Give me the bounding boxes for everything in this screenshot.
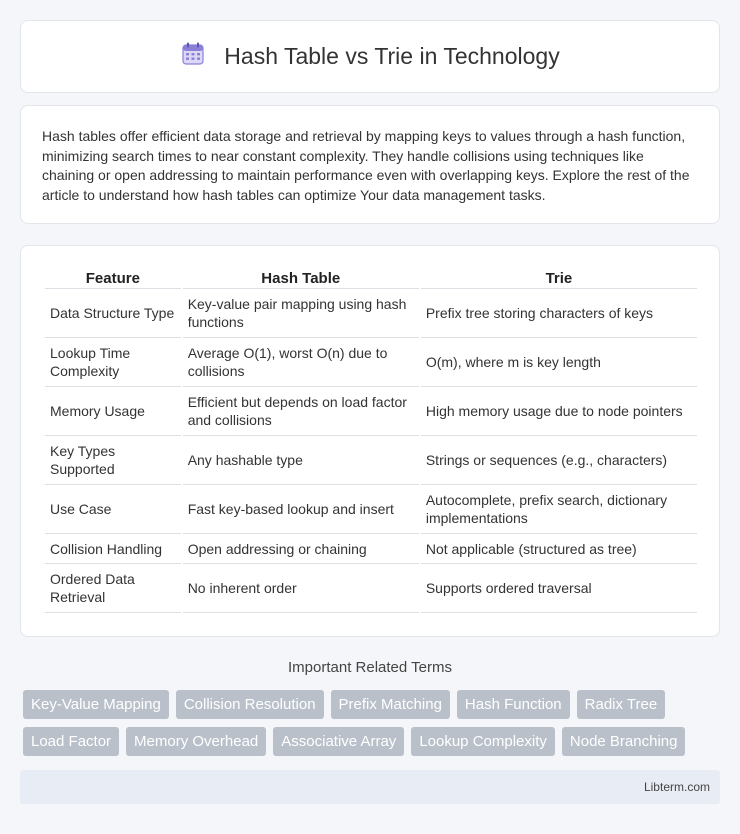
table-row: [45, 338, 697, 387]
feature-cell: Memory Usage: [45, 387, 181, 436]
feature-cell: Data Structure Type: [45, 289, 181, 338]
comparison-table: [43, 268, 699, 613]
table-row: [45, 564, 697, 613]
hash-table-cell: Efficient but depends on load factor and collisions: [183, 387, 419, 436]
header-hash-table: Hash Table: [183, 268, 419, 289]
footer-link[interactable]: Libterm.com: [643, 780, 710, 794]
feature-cell: Use Case: [45, 485, 181, 534]
feature-cell: Ordered Data Retrieval: [45, 564, 181, 613]
trie-cell: Supports ordered traversal: [421, 564, 697, 613]
intro-text: Hash tables offer efficient data storage and retrieval by mapping keys to values through a hash function, minimizing search times to near constant complexity. They handle collisions using techniques like chaining or open addressing to maintain performance even with overlapping keys. Explore the rest of the article to understand how hash tables can optimize Your data management tasks.: [42, 128, 690, 203]
trie-cell: O(m), where m is key length: [421, 338, 697, 387]
trie-cell: Prefix tree storing characters of keys: [421, 289, 697, 338]
page-title: Hash Table vs Trie in Technology: [224, 43, 560, 69]
header-card: [20, 20, 720, 93]
tag-hash-function[interactable]: Hash Function: [457, 690, 570, 719]
tag-associative-array[interactable]: Associative Array: [273, 727, 404, 756]
hash-table-cell: Any hashable type: [183, 436, 419, 485]
hash-table-cell: No inherent order: [183, 564, 419, 613]
table-row: [45, 289, 697, 338]
related-terms-list: [0, 690, 720, 756]
header-trie: Trie: [421, 268, 697, 289]
tag-radix-tree[interactable]: Radix Tree: [577, 690, 666, 719]
feature-cell: Collision Handling: [45, 534, 181, 564]
header-feature: Feature: [45, 268, 181, 289]
tag-load-factor[interactable]: Load Factor: [23, 727, 119, 756]
calendar-icon: [180, 41, 206, 72]
table-row: [45, 485, 697, 534]
trie-cell: High memory usage due to node pointers: [421, 387, 697, 436]
hash-table-cell: Fast key-based lookup and insert: [183, 485, 419, 534]
hash-table-cell: Average O(1), worst O(n) due to collisions: [183, 338, 419, 387]
trie-cell: Strings or sequences (e.g., characters): [421, 436, 697, 485]
feature-cell: Lookup Time Complexity: [45, 338, 181, 387]
comparison-card: [20, 245, 720, 637]
tag-key-value-mapping[interactable]: Key-Value Mapping: [23, 690, 169, 719]
tag-lookup-complexity[interactable]: Lookup Complexity: [411, 727, 555, 756]
table-row: [45, 534, 697, 564]
tag-prefix-matching[interactable]: Prefix Matching: [331, 690, 450, 719]
footer: [20, 770, 720, 804]
trie-cell: Autocomplete, prefix search, dictionary implementations: [421, 485, 697, 534]
table-row: [45, 436, 697, 485]
feature-cell: Key Types Supported: [45, 436, 181, 485]
hash-table-cell: Key-value pair mapping using hash functions: [183, 289, 419, 338]
tag-collision-resolution[interactable]: Collision Resolution: [176, 690, 324, 719]
intro-card: [20, 105, 720, 224]
trie-cell: Not applicable (structured as tree): [421, 534, 697, 564]
table-row: [45, 387, 697, 436]
hash-table-cell: Open addressing or chaining: [183, 534, 419, 564]
tag-node-branching[interactable]: Node Branching: [562, 727, 686, 756]
tag-memory-overhead[interactable]: Memory Overhead: [126, 727, 266, 756]
related-terms-title: Important Related Terms: [288, 659, 452, 676]
table-header-row: [45, 268, 697, 289]
